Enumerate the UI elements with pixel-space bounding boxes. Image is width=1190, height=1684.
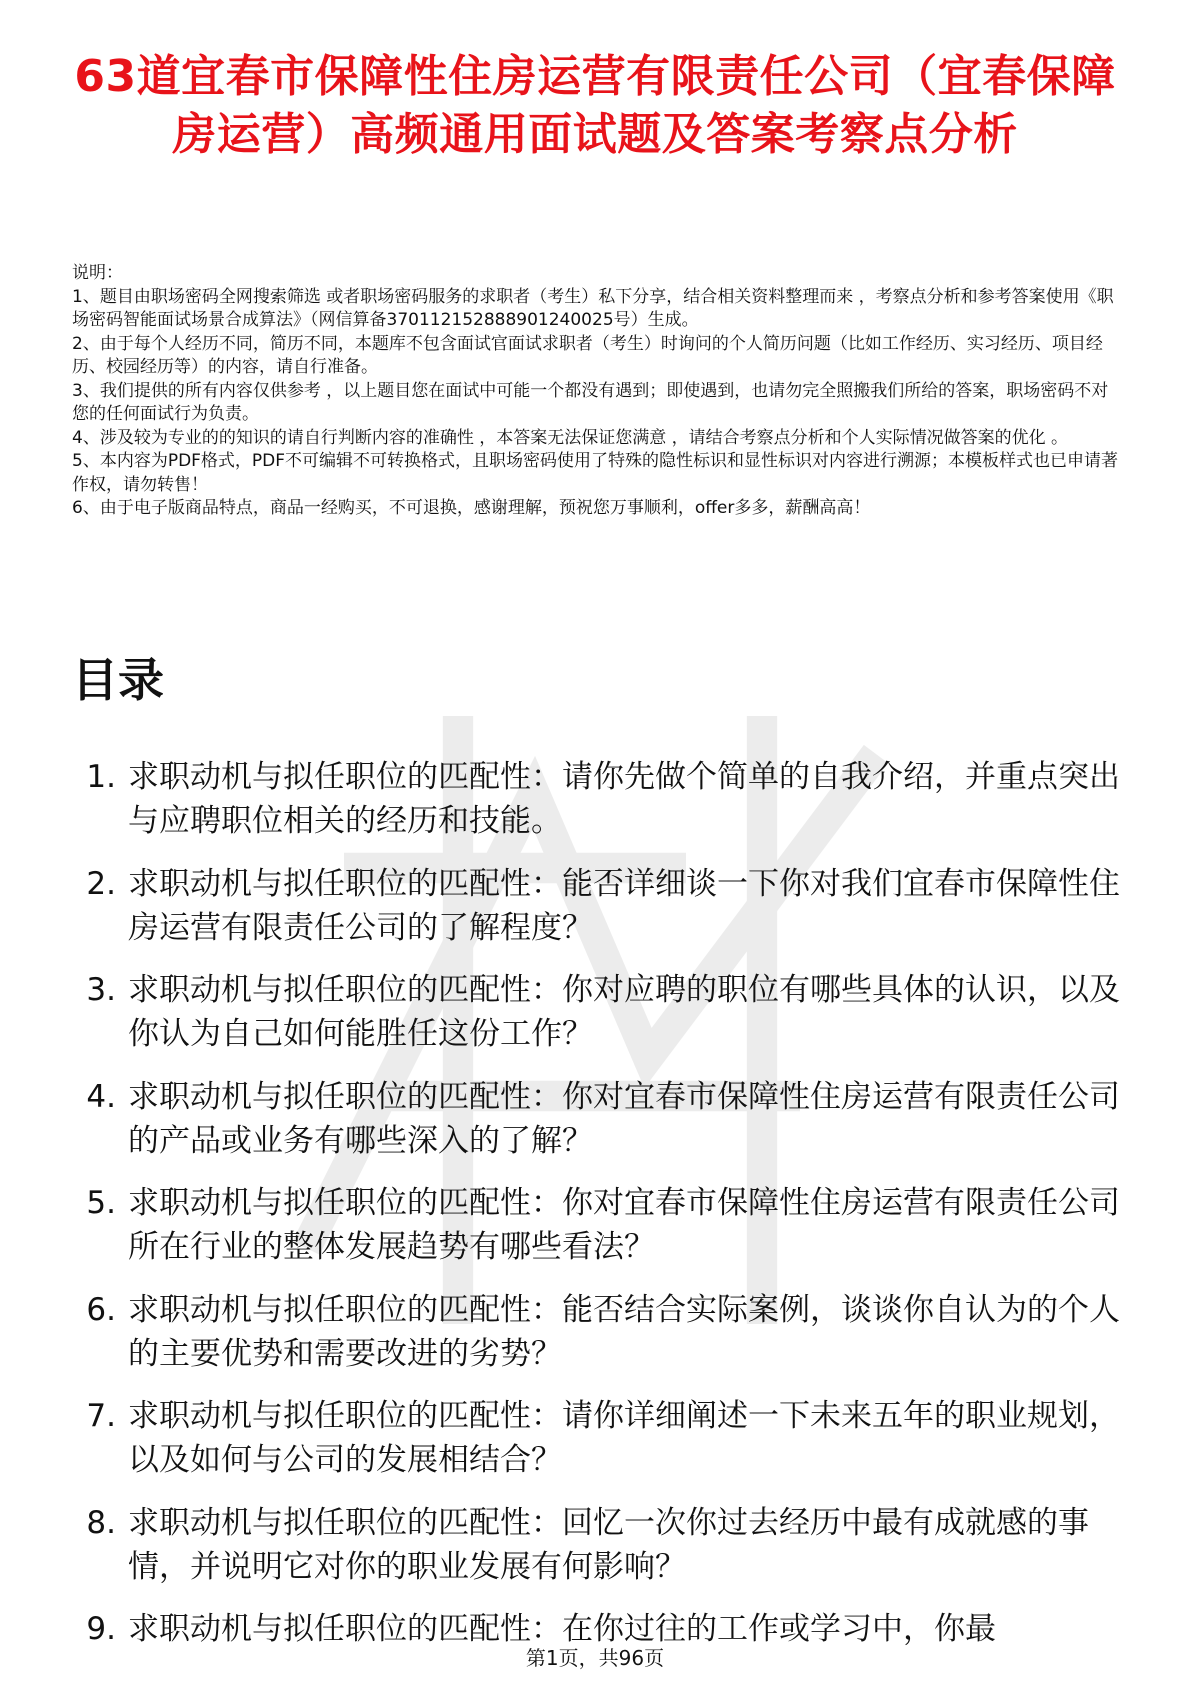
toc-item-text: 求职动机与拟任职位的匹配性：回忆一次你过去经历中最有成就感的事情，并说明它对你的职业发展有何影响？ <box>128 1504 1089 1585</box>
note-item: 1、题目由职场密码全网搜索筛选 或者职场密码服务的求职者（考生）私下分享，结合相关资料整理而来 ，考察点分析和参考答案使用《职场密码智能面试场景合成算法》（网信算备370112152888901240025号）生成。 <box>72 286 1114 330</box>
document-title: 63道宜春市保障性住房运营有限责任公司（宜春保障房运营）高频通用面试题及答案考察点分析 <box>74 51 1116 160</box>
toc-item-number: 5. <box>86 1185 116 1221</box>
note-item: 2、由于每个人经历不同，简历不同，本题库不包含面试官面试求职者（考生）时询问的个人简历问题（比如工作经历、实习经历、项目经历、校园经历等）的内容，请自行准备。 <box>72 333 1103 377</box>
toc-item-text: 求职动机与拟任职位的匹配性：能否详细谈一下你对我们宜春市保障性住房运营有限责任公司的了解程度？ <box>128 865 1120 946</box>
toc-item-text: 求职动机与拟任职位的匹配性：你对应聘的职位有哪些具体的认识，以及你认为自己如何能胜任这份工作？ <box>128 972 1120 1052</box>
toc-item-text: 求职动机与拟任职位的匹配性：请你先做个简单的自我介绍，并重点突出与应聘职位相关的经历和技能。 <box>128 759 1120 839</box>
toc-item[interactable] <box>72 1288 1132 1376</box>
page-footer: 第1页，共96页 <box>525 1646 665 1670</box>
toc-item[interactable] <box>72 862 1132 950</box>
toc-item-number: 7. <box>86 1398 116 1434</box>
toc-item-number: 4. <box>86 1078 116 1115</box>
toc-item-number: 9. <box>86 1611 116 1647</box>
toc-heading: 目录 <box>72 653 164 707</box>
toc-item-text: 求职动机与拟任职位的匹配性：你对宜春市保障性住房运营有限责任公司的产品或业务有哪些深入的了解？ <box>128 1078 1120 1159</box>
toc-item[interactable] <box>72 1394 1132 1482</box>
note-item: 4、涉及较为专业的的知识的请自行判断内容的准确性 ，本答案无法保证您满意 ，请结合考察点分析和个人实际情况做答案的优化 。 <box>72 427 1069 448</box>
toc-item[interactable] <box>72 968 1132 1056</box>
toc-item-text: 求职动机与拟任职位的匹配性：请你详细阐述一下未来五年的职业规划，以及如何与公司的发展相结合？ <box>128 1398 1120 1478</box>
notes-label: 说明： <box>72 263 123 283</box>
toc-item-number: 8. <box>86 1504 116 1541</box>
toc-item[interactable] <box>72 755 1132 843</box>
notes-section <box>72 262 1122 521</box>
toc-item[interactable] <box>72 1501 1132 1589</box>
toc-item-text: 求职动机与拟任职位的匹配性：能否结合实际案例，谈谈你自认为的个人的主要优势和需要改进的劣势？ <box>128 1291 1120 1372</box>
toc-item-text: 求职动机与拟任职位的匹配性：你对宜春市保障性住房运营有限责任公司所在行业的整体发展趋势有哪些看法？ <box>128 1185 1120 1265</box>
toc-item-text: 求职动机与拟任职位的匹配性：在你过往的工作或学习中，你最 <box>128 1611 996 1647</box>
toc-item-number: 2. <box>86 865 116 902</box>
toc-item[interactable] <box>72 1181 1132 1269</box>
note-item: 5、本内容为PDF格式，PDF不可编辑不可转换格式，且职场密码使用了特殊的隐性标识和显性标识对内容进行溯源；本模板样式也已申请著作权，请勿转售！ <box>72 451 1119 495</box>
toc-item-number: 6. <box>86 1291 116 1328</box>
toc-list <box>72 755 1132 1684</box>
note-item: 6、由于电子版商品特点，商品一经购买，不可退换，感谢理解，预祝您万事顺利，offer多多，薪酬高高！ <box>72 498 871 518</box>
toc-item-number: 3. <box>86 972 116 1008</box>
toc-item-number: 1. <box>86 759 116 795</box>
toc-item[interactable] <box>72 1075 1132 1163</box>
note-item: 3、我们提供的所有内容仅供参考 ，以上题目您在面试中可能一个都没有遇到；即使遇到，也请勿完全照搬我们所给的答案，职场密码不对您的任何面试行为负责。 <box>72 380 1109 424</box>
